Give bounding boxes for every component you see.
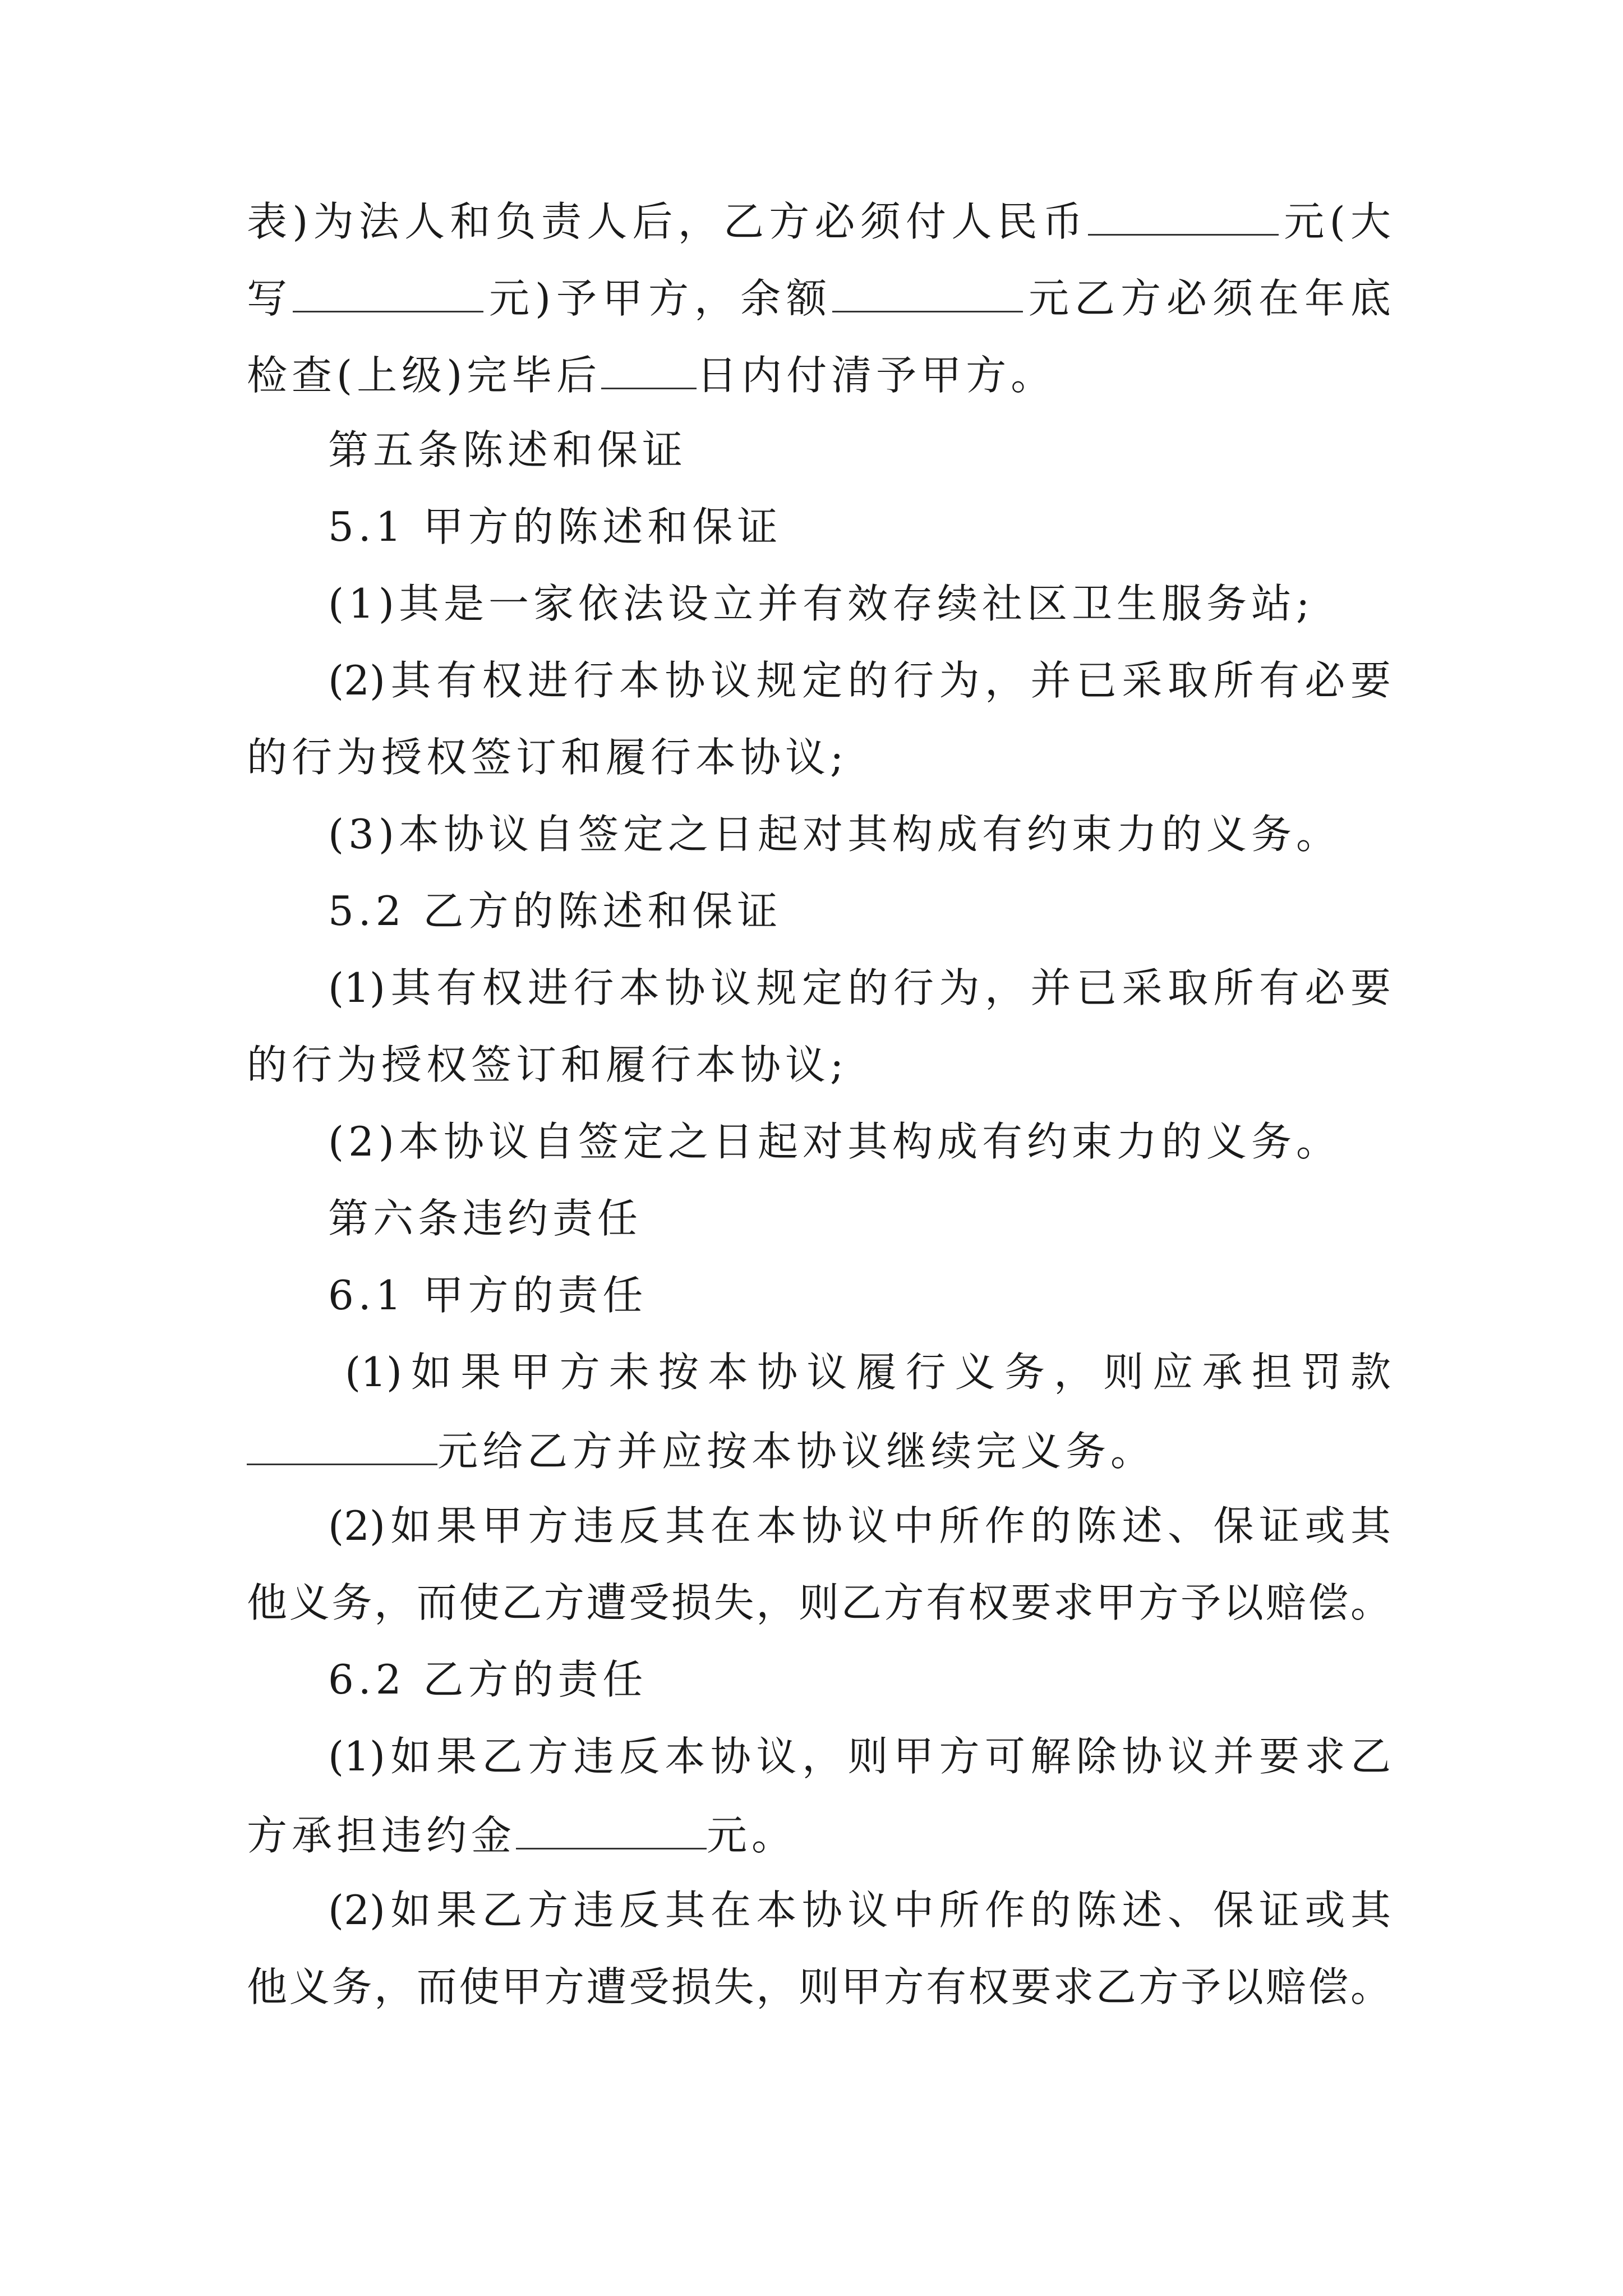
- text-segment: 5.2 乙方的陈述和保证: [328, 887, 782, 935]
- subsection-heading: [328, 1272, 648, 1331]
- subsection-heading: [328, 887, 782, 947]
- text-segment: (2)如果甲方违反其在本协议中所作的陈述、保证或其: [328, 1502, 1391, 1549]
- text-segment: 第五条陈述和保证: [328, 426, 688, 473]
- text-segment: (2)本协议自签定之日起对其构成有约束力的义务。: [328, 1118, 1341, 1165]
- fill-blank: [247, 1429, 437, 1465]
- paragraph-line: [328, 1118, 1341, 1177]
- text-segment: 元(大: [1279, 198, 1391, 245]
- paragraph-line: [328, 1887, 1391, 1946]
- text-segment: (1)如果甲方未按本协议履行义务，则应承担罚款: [345, 1349, 1391, 1396]
- paragraph-line: [247, 1429, 1155, 1485]
- text-segment: (1)如果乙方违反本协议，则甲方可解除协议并要求乙: [328, 1733, 1391, 1780]
- text-segment: 他义务，而使乙方遭受损失，则乙方有权要求甲方予以赔偿。: [247, 1579, 1391, 1626]
- text-segment: (3)本协议自签定之日起对其构成有约束力的义务。: [328, 811, 1341, 858]
- paragraph-line: [328, 1733, 1391, 1792]
- fill-blank: [832, 276, 1023, 312]
- text-segment: (1)其有权进行本协议规定的行为，并已采取所有必要: [328, 964, 1391, 1011]
- text-segment: 6.1 甲方的责任: [328, 1272, 648, 1319]
- text-segment: 方承担违约金: [247, 1812, 517, 1859]
- paragraph-line: [247, 353, 1055, 409]
- fill-blank: [293, 276, 483, 312]
- text-segment: 元给乙方并应按本协议继续完义务。: [437, 1428, 1156, 1475]
- paragraph-line: [247, 1813, 796, 1869]
- text-segment: 的行为授权签订和履行本协议;: [247, 1041, 849, 1088]
- text-segment: 表)为法人和负责人后，乙方必须付人民币: [247, 198, 1089, 245]
- paragraph-line: [247, 1579, 1391, 1639]
- paragraph-line: [328, 811, 1341, 870]
- paragraph-line: [247, 1963, 1391, 2023]
- text-segment: 元乙方必须在年底: [1023, 275, 1391, 322]
- paragraph-line: [247, 734, 849, 793]
- paragraph-line: [328, 1502, 1391, 1562]
- fill-blank: [516, 1813, 707, 1849]
- fill-blank: [601, 353, 697, 389]
- paragraph-line: [328, 657, 1391, 716]
- text-segment: 第六条违约责任: [328, 1195, 643, 1242]
- paragraph-line: [328, 580, 1315, 639]
- paragraph-line: [247, 276, 1391, 332]
- text-segment: 的行为授权签订和履行本协议;: [247, 734, 849, 781]
- text-segment: (2)如果乙方违反其在本协议中所作的陈述、保证或其: [328, 1887, 1391, 1934]
- paragraph-line: [345, 1349, 1391, 1408]
- section-heading: [328, 1195, 643, 1254]
- paragraph-line: [247, 1041, 849, 1101]
- paragraph-line: [328, 964, 1391, 1024]
- fill-blank: [1088, 199, 1279, 236]
- text-segment: 写: [247, 275, 293, 322]
- subsection-heading: [328, 503, 782, 563]
- section-heading: [328, 426, 688, 486]
- text-segment: 元。: [707, 1812, 797, 1859]
- text-segment: 检查(上级)完毕后: [247, 352, 602, 399]
- text-segment: 5.1 甲方的陈述和保证: [328, 503, 782, 550]
- subsection-heading: [328, 1656, 648, 1715]
- text-segment: 他义务，而使甲方遭受损失，则甲方有权要求乙方予以赔偿。: [247, 1963, 1391, 2010]
- text-segment: 6.2 乙方的责任: [328, 1656, 648, 1703]
- paragraph-line: [247, 199, 1391, 255]
- text-segment: 日内付清予甲方。: [697, 352, 1056, 399]
- text-segment: 元)予甲方，余额: [483, 275, 833, 322]
- text-segment: (2)其有权进行本协议规定的行为，并已采取所有必要: [328, 657, 1391, 704]
- text-segment: (1)其是一家依法设立并有效存续社区卫生服务站;: [328, 580, 1315, 627]
